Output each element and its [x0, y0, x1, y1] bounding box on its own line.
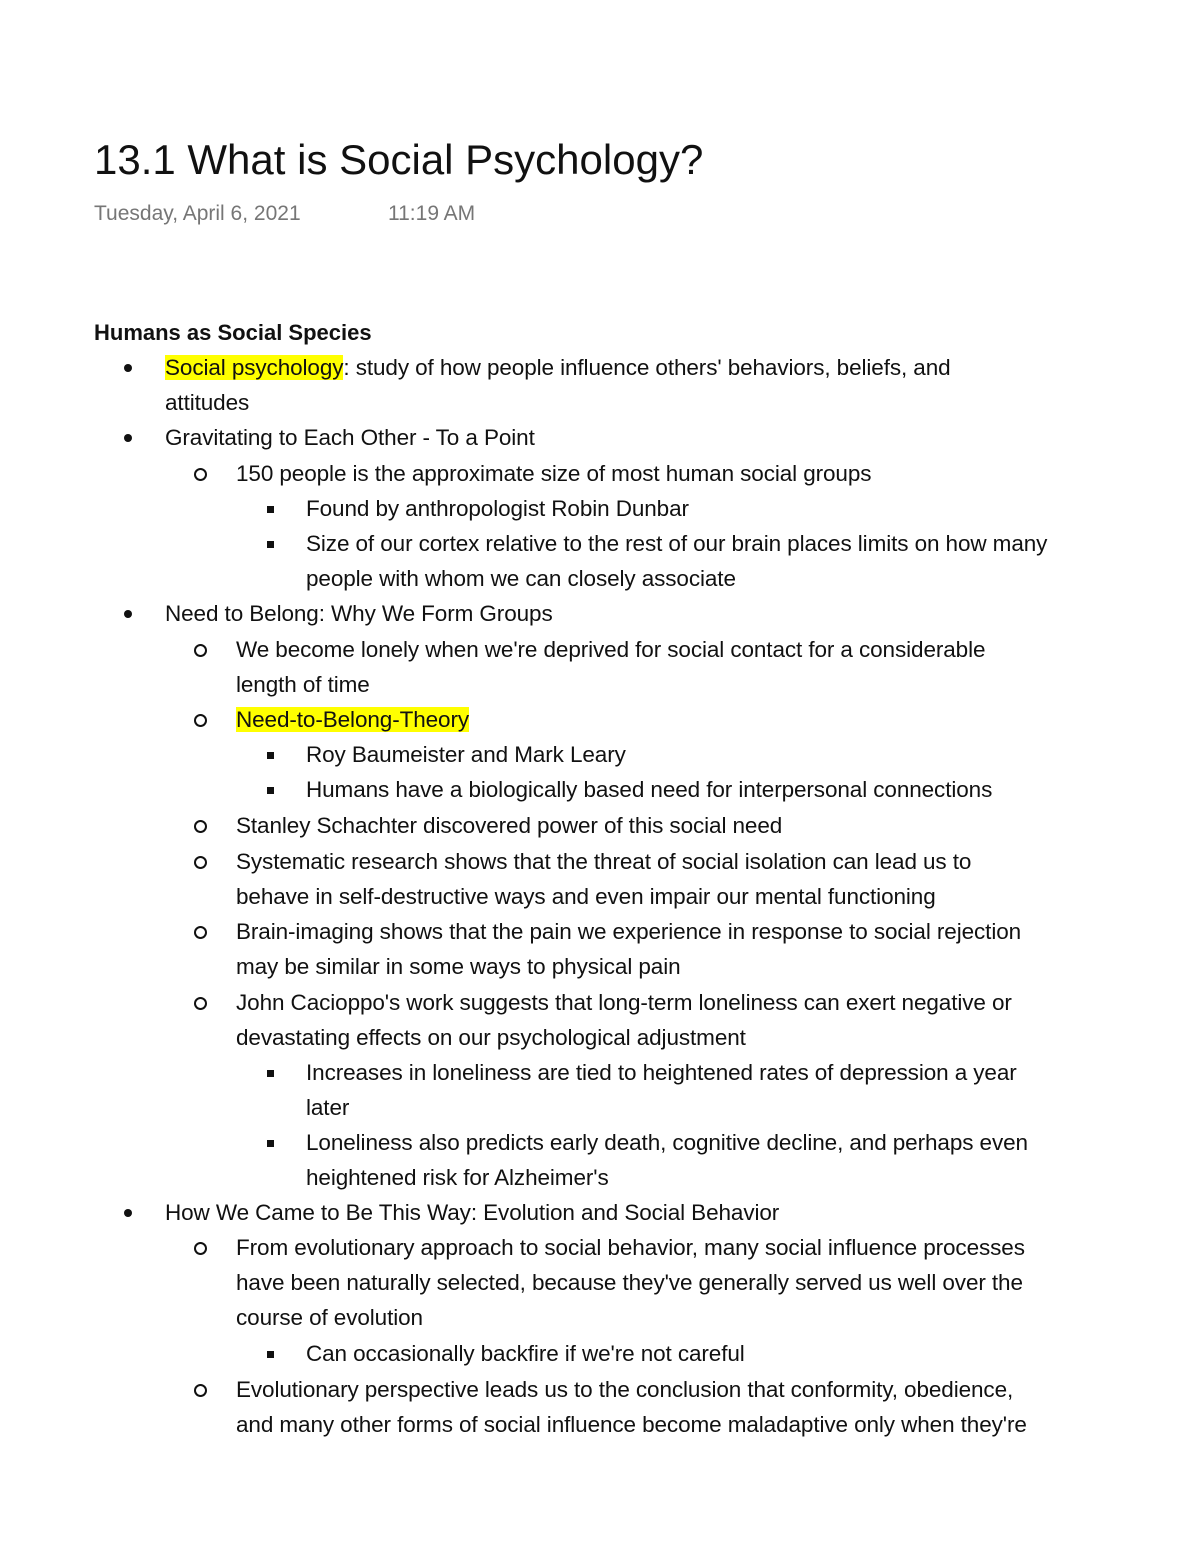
list-item-continuation: length of time — [236, 672, 370, 697]
section-heading: Humans as Social Species — [94, 320, 372, 345]
bullet-circle-icon — [190, 702, 210, 737]
list-item: Size of our cortex relative to the rest of our brain places limits on how many — [306, 531, 1048, 556]
list-item: Brain-imaging shows that the pain we experience in response to social rejection — [236, 919, 1022, 944]
bullet-square-icon — [260, 737, 280, 772]
bullet-circle-icon — [190, 456, 210, 491]
note-date: Tuesday, April 6, 2021 — [94, 202, 301, 225]
bullet-square-icon — [260, 491, 280, 526]
bullet-disc-icon — [118, 350, 138, 385]
list-item: We become lonely when we're deprived for social contact for a considerable — [236, 637, 986, 662]
list-item: 150 people is the approximate size of most human social groups — [236, 461, 872, 486]
list-item: Systematic research shows that the threat of social isolation can lead us to — [236, 849, 972, 874]
list-item-continuation: heightened risk for Alzheimer's — [306, 1165, 609, 1190]
bullet-square-icon — [260, 772, 280, 807]
list-item-continuation: may be similar in some ways to physical pain — [236, 954, 681, 979]
list-item-continuation: people with whom we can closely associate — [306, 566, 736, 591]
list-item-continuation: behave in self-destructive ways and even impair our mental functioning — [236, 884, 936, 909]
list-item-continuation: course of evolution — [236, 1305, 423, 1330]
highlighted-term: Social psychology — [165, 355, 344, 380]
bullet-circle-icon — [190, 914, 210, 949]
list-item: John Cacioppo's work suggests that long-term loneliness can exert negative or — [236, 990, 1012, 1015]
bullet-circle-icon — [190, 844, 210, 879]
list-item: How We Came to Be This Way: Evolution and Social Behavior — [165, 1200, 780, 1225]
list-item: Gravitating to Each Other - To a Point — [165, 425, 535, 450]
list-item: From evolutionary approach to social behavior, many social influence processes — [236, 1235, 1025, 1260]
bullet-circle-icon — [190, 808, 210, 843]
list-item: Found by anthropologist Robin Dunbar — [306, 496, 689, 521]
bullet-disc-icon — [118, 596, 138, 631]
bullet-disc-icon — [118, 1195, 138, 1230]
bullet-circle-icon — [190, 1372, 210, 1407]
bullet-square-icon — [260, 1125, 280, 1160]
list-item-continuation: and many other forms of social influence become maladaptive only when they're — [236, 1412, 1027, 1437]
bullet-circle-icon — [190, 985, 210, 1020]
list-item: Stanley Schachter discovered power of this social need — [236, 813, 783, 838]
page-title: 13.1 What is Social Psychology? — [94, 136, 704, 183]
bullet-square-icon — [260, 526, 280, 561]
bullet-circle-icon — [190, 1230, 210, 1265]
list-item: Evolutionary perspective leads us to the conclusion that conformity, obedience, — [236, 1377, 1014, 1402]
bullet-square-icon — [260, 1336, 280, 1371]
list-item: Can occasionally backfire if we're not careful — [306, 1341, 745, 1366]
bullet-circle-icon — [190, 632, 210, 667]
bullet-square-icon — [260, 1055, 280, 1090]
list-item — [236, 702, 469, 737]
highlighted-term: Need-to-Belong-Theory — [236, 707, 470, 732]
list-item: Need to Belong: Why We Form Groups — [165, 601, 553, 626]
bullet-disc-icon — [118, 420, 138, 455]
list-item-continuation: attitudes — [165, 390, 250, 415]
list-item-continuation: devastating effects on our psychological adjustment — [236, 1025, 746, 1050]
list-item: Increases in loneliness are tied to heightened rates of depression a year — [306, 1060, 1017, 1085]
list-item — [165, 350, 951, 385]
list-item-text: : study of how people influence others' behaviors, beliefs, and — [343, 355, 951, 380]
list-item: Loneliness also predicts early death, cognitive decline, and perhaps even — [306, 1130, 1028, 1155]
list-item-continuation: have been naturally selected, because they've generally served us well over the — [236, 1270, 1023, 1295]
list-item-continuation: later — [306, 1095, 350, 1120]
note-time: 11:19 AM — [388, 202, 476, 225]
list-item: Humans have a biologically based need for interpersonal connections — [306, 777, 993, 802]
list-item: Roy Baumeister and Mark Leary — [306, 742, 626, 767]
